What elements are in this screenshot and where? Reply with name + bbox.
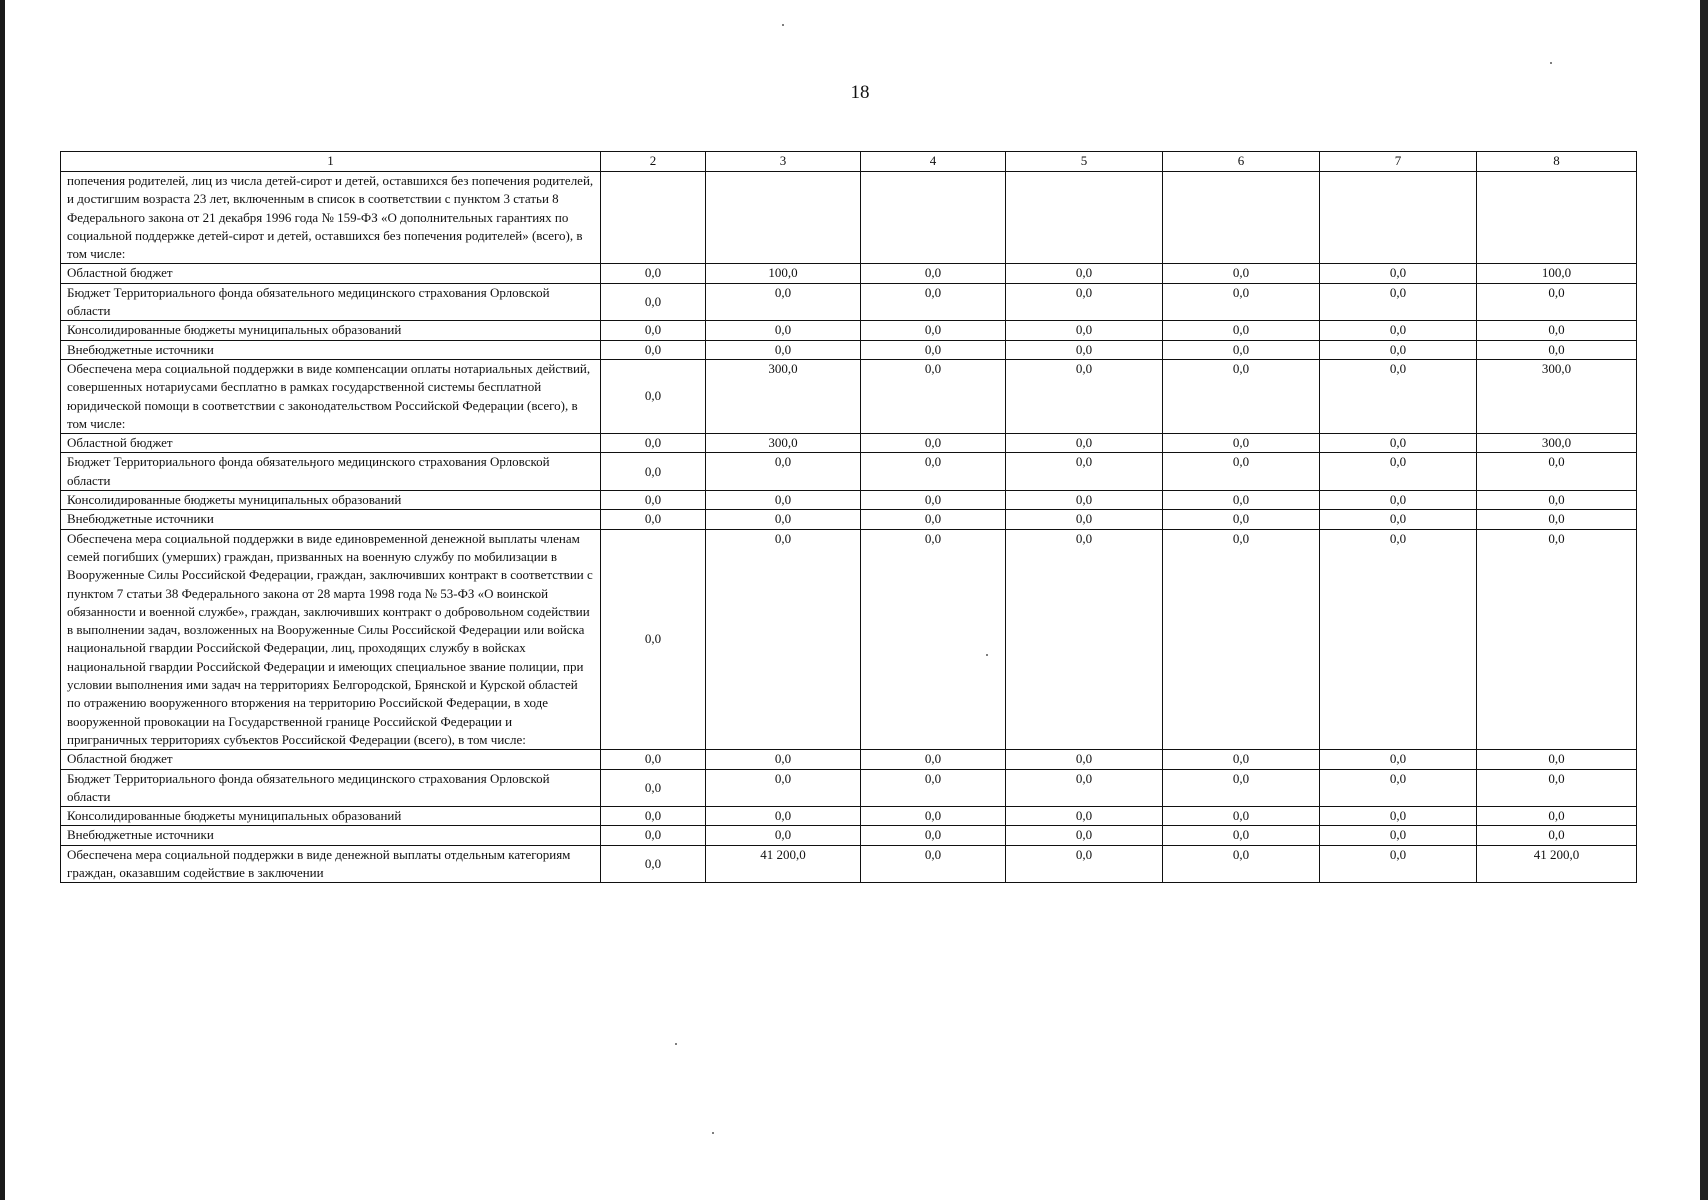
value-cell-col2: 0,0 [601, 750, 706, 769]
value-cell-col2: 0,0 [601, 529, 706, 750]
value-cell-col5: 0,0 [1006, 826, 1163, 845]
value-cell-col8: 0,0 [1477, 529, 1637, 750]
value-cell-col5: 0,0 [1006, 434, 1163, 453]
row-description: Консолидированные бюджеты муниципальных образований [61, 491, 601, 510]
table-row [61, 845, 1637, 883]
table-row [61, 321, 1637, 340]
value-cell-col8: 300,0 [1477, 434, 1637, 453]
value-cell-col2: 0,0 [601, 264, 706, 283]
value-cell-col7: 0,0 [1320, 750, 1477, 769]
table-body [61, 152, 1637, 883]
row-description: Обеспечена мера социальной поддержки в виде денежной выплаты отдельным категориям граждан, оказавшим содействие в заключении [61, 845, 601, 883]
value-cell-col5: 0,0 [1006, 510, 1163, 529]
value-cell-col5: 0,0 [1006, 283, 1163, 321]
row-description: Областной бюджет [61, 750, 601, 769]
value-cell-col6: 0,0 [1163, 321, 1320, 340]
table-row [61, 510, 1637, 529]
row-description: Областной бюджет [61, 264, 601, 283]
value-cell-col5: 0,0 [1006, 491, 1163, 510]
value-cell-col3: 0,0 [706, 807, 861, 826]
value-cell-col4: 0,0 [861, 750, 1006, 769]
table-row [61, 750, 1637, 769]
column-header: 4 [861, 152, 1006, 172]
value-cell-col8: 300,0 [1477, 359, 1637, 433]
value-cell-col4: 0,0 [861, 769, 1006, 807]
value-cell-col6: 0,0 [1163, 769, 1320, 807]
value-cell-col2: 0,0 [601, 491, 706, 510]
table-row [61, 283, 1637, 321]
value-cell-col3: 0,0 [706, 769, 861, 807]
value-cell-col2: 0,0 [601, 340, 706, 359]
value-cell-col2: 0,0 [601, 434, 706, 453]
value-cell-col3 [706, 172, 861, 264]
row-description: Бюджет Территориального фонда обязательного медицинского страхования Орловской области [61, 283, 601, 321]
scan-right-edge [1700, 0, 1708, 1200]
value-cell-col8: 0,0 [1477, 453, 1637, 491]
value-cell-col6: 0,0 [1163, 529, 1320, 750]
row-description: Внебюджетные источники [61, 510, 601, 529]
table-row [61, 769, 1637, 807]
value-cell-col2: 0,0 [601, 321, 706, 340]
value-cell-col3: 0,0 [706, 491, 861, 510]
value-cell-col4: 0,0 [861, 434, 1006, 453]
value-cell-col3: 41 200,0 [706, 845, 861, 883]
value-cell-col4: 0,0 [861, 340, 1006, 359]
value-cell-col2: 0,0 [601, 510, 706, 529]
value-cell-col6: 0,0 [1163, 510, 1320, 529]
value-cell-col5: 0,0 [1006, 359, 1163, 433]
value-cell-col6: 0,0 [1163, 491, 1320, 510]
column-header: 6 [1163, 152, 1320, 172]
value-cell-col3: 0,0 [706, 750, 861, 769]
row-description: Внебюджетные источники [61, 340, 601, 359]
value-cell-col3: 0,0 [706, 529, 861, 750]
value-cell-col7: 0,0 [1320, 826, 1477, 845]
value-cell-col8: 0,0 [1477, 283, 1637, 321]
table-row [61, 453, 1637, 491]
value-cell-col4: 0,0 [861, 264, 1006, 283]
value-cell-col8: 0,0 [1477, 321, 1637, 340]
value-cell-col3: 300,0 [706, 434, 861, 453]
value-cell-col2: 0,0 [601, 807, 706, 826]
row-description: Областной бюджет [61, 434, 601, 453]
value-cell-col4: 0,0 [861, 510, 1006, 529]
value-cell-col6 [1163, 172, 1320, 264]
table-row [61, 172, 1637, 264]
value-cell-col4: 0,0 [861, 453, 1006, 491]
table-row [61, 807, 1637, 826]
value-cell-col4 [861, 172, 1006, 264]
value-cell-col3: 0,0 [706, 510, 861, 529]
value-cell-col5: 0,0 [1006, 264, 1163, 283]
value-cell-col6: 0,0 [1163, 434, 1320, 453]
value-cell-col2: 0,0 [601, 453, 706, 491]
column-number-row [61, 152, 1637, 172]
value-cell-col8: 0,0 [1477, 491, 1637, 510]
row-description: Бюджет Территориального фонда обязательного медицинского страхования Орловской области [61, 769, 601, 807]
table-row [61, 491, 1637, 510]
value-cell-col6: 0,0 [1163, 750, 1320, 769]
value-cell-col2: 0,0 [601, 283, 706, 321]
value-cell-col4: 0,0 [861, 359, 1006, 433]
value-cell-col5 [1006, 172, 1163, 264]
row-description: Консолидированные бюджеты муниципальных образований [61, 807, 601, 826]
value-cell-col8: 0,0 [1477, 769, 1637, 807]
value-cell-col8: 0,0 [1477, 510, 1637, 529]
value-cell-col7: 0,0 [1320, 359, 1477, 433]
value-cell-col3: 0,0 [706, 283, 861, 321]
page-number: 18 [850, 82, 870, 103]
column-header: 1 [61, 152, 601, 172]
value-cell-col7 [1320, 172, 1477, 264]
scan-speck [712, 1132, 714, 1134]
value-cell-col7: 0,0 [1320, 264, 1477, 283]
table-row [61, 434, 1637, 453]
value-cell-col3: 0,0 [706, 453, 861, 491]
row-description: Консолидированные бюджеты муниципальных образований [61, 321, 601, 340]
value-cell-col7: 0,0 [1320, 453, 1477, 491]
value-cell-col8: 0,0 [1477, 807, 1637, 826]
value-cell-col8: 0,0 [1477, 826, 1637, 845]
table-row [61, 264, 1637, 283]
value-cell-col5: 0,0 [1006, 807, 1163, 826]
value-cell-col8: 0,0 [1477, 340, 1637, 359]
value-cell-col2: 0,0 [601, 359, 706, 433]
row-description: Обеспечена мера социальной поддержки в виде компенсации оплаты нотариальных действий, совершенных нотариусами бесплатно в рамках государственной системы бесплатной юридической помощи в соответствии с законодательством Российской Федерации (всего), в том числе: [61, 359, 601, 433]
value-cell-col6: 0,0 [1163, 845, 1320, 883]
value-cell-col6: 0,0 [1163, 807, 1320, 826]
value-cell-col4: 0,0 [861, 529, 1006, 750]
row-description: Внебюджетные источники [61, 826, 601, 845]
table-row [61, 359, 1637, 433]
column-header: 2 [601, 152, 706, 172]
value-cell-col5: 0,0 [1006, 750, 1163, 769]
table-row [61, 826, 1637, 845]
value-cell-col6: 0,0 [1163, 359, 1320, 433]
value-cell-col7: 0,0 [1320, 769, 1477, 807]
value-cell-col5: 0,0 [1006, 529, 1163, 750]
value-cell-col7: 0,0 [1320, 529, 1477, 750]
value-cell-col5: 0,0 [1006, 845, 1163, 883]
value-cell-col3: 100,0 [706, 264, 861, 283]
value-cell-col4: 0,0 [861, 845, 1006, 883]
value-cell-col5: 0,0 [1006, 453, 1163, 491]
column-header: 8 [1477, 152, 1637, 172]
value-cell-col4: 0,0 [861, 283, 1006, 321]
value-cell-col3: 0,0 [706, 826, 861, 845]
value-cell-col7: 0,0 [1320, 283, 1477, 321]
value-cell-col3: 0,0 [706, 321, 861, 340]
value-cell-col2: 0,0 [601, 769, 706, 807]
value-cell-col6: 0,0 [1163, 453, 1320, 491]
value-cell-col8: 0,0 [1477, 750, 1637, 769]
value-cell-col7: 0,0 [1320, 807, 1477, 826]
value-cell-col6: 0,0 [1163, 264, 1320, 283]
value-cell-col6: 0,0 [1163, 826, 1320, 845]
row-description: Обеспечена мера социальной поддержки в виде единовременной денежной выплаты членам семей погибших (умерших) граждан, призванных на военную службу по мобилизации в Вооруженные Силы Российской Федерации, граждан, заключивших контракт в соответствии с пунктом 7 статьи 38 Федерального закона от 28 марта 1998 года № 53-ФЗ «О воинской обязанности и военной службе», граждан, заключивших контракт о добровольном содействии в выполнении задач, возложенных на Вооруженные Силы Российской Федерации или войска национальной гвардии Российской Федерации, лиц, проходящих службу в войсках национальной гвардии Российской Федерации и имеющих специальное звание полиции, при условии выполнения ими задач на территориях Белгородской, Брянской и Курской областей по отражению вооруженного вторжения на территорию Российской Федерации, в ходе вооруженной провокации на Государственной границе Российской Федерации и приграничных территориях субъектов Российской Федерации (всего), в том числе: [61, 529, 601, 750]
row-description: попечения родителей, лиц из числа детей-сирот и детей, оставшихся без попечения родителей, и достигшим возраста 23 лет, включенным в список в соответствии с пунктом 3 статьи 8 Федерального закона от 21 декабря 1996 года № 159-ФЗ «О дополнительных гарантиях по социальной поддержке детей-сирот и детей, оставшихся без попечения родителей» (всего), в том числе: [61, 172, 601, 264]
value-cell-col3: 0,0 [706, 340, 861, 359]
value-cell-col4: 0,0 [861, 491, 1006, 510]
value-cell-col5: 0,0 [1006, 321, 1163, 340]
value-cell-col8 [1477, 172, 1637, 264]
value-cell-col7: 0,0 [1320, 491, 1477, 510]
value-cell-col2: 0,0 [601, 845, 706, 883]
value-cell-col8: 41 200,0 [1477, 845, 1637, 883]
value-cell-col6: 0,0 [1163, 340, 1320, 359]
row-description: Бюджет Территориального фонда обязательного медицинского страхования Орловской области [61, 453, 601, 491]
value-cell-col2: 0,0 [601, 826, 706, 845]
table-row [61, 529, 1637, 750]
column-header: 7 [1320, 152, 1477, 172]
value-cell-col4: 0,0 [861, 807, 1006, 826]
value-cell-col4: 0,0 [861, 321, 1006, 340]
value-cell-col4: 0,0 [861, 826, 1006, 845]
value-cell-col5: 0,0 [1006, 340, 1163, 359]
budget-table [60, 151, 1637, 883]
value-cell-col7: 0,0 [1320, 434, 1477, 453]
value-cell-col6: 0,0 [1163, 283, 1320, 321]
value-cell-col8: 100,0 [1477, 264, 1637, 283]
value-cell-col7: 0,0 [1320, 340, 1477, 359]
value-cell-col7: 0,0 [1320, 510, 1477, 529]
value-cell-col7: 0,0 [1320, 321, 1477, 340]
scan-speck [675, 1043, 677, 1045]
column-header: 5 [1006, 152, 1163, 172]
value-cell-col7: 0,0 [1320, 845, 1477, 883]
table-row [61, 340, 1637, 359]
scan-left-edge [0, 0, 5, 1200]
scan-speck [1550, 62, 1552, 64]
value-cell-col5: 0,0 [1006, 769, 1163, 807]
value-cell-col2 [601, 172, 706, 264]
column-header: 3 [706, 152, 861, 172]
scan-speck [782, 24, 784, 26]
value-cell-col3: 300,0 [706, 359, 861, 433]
